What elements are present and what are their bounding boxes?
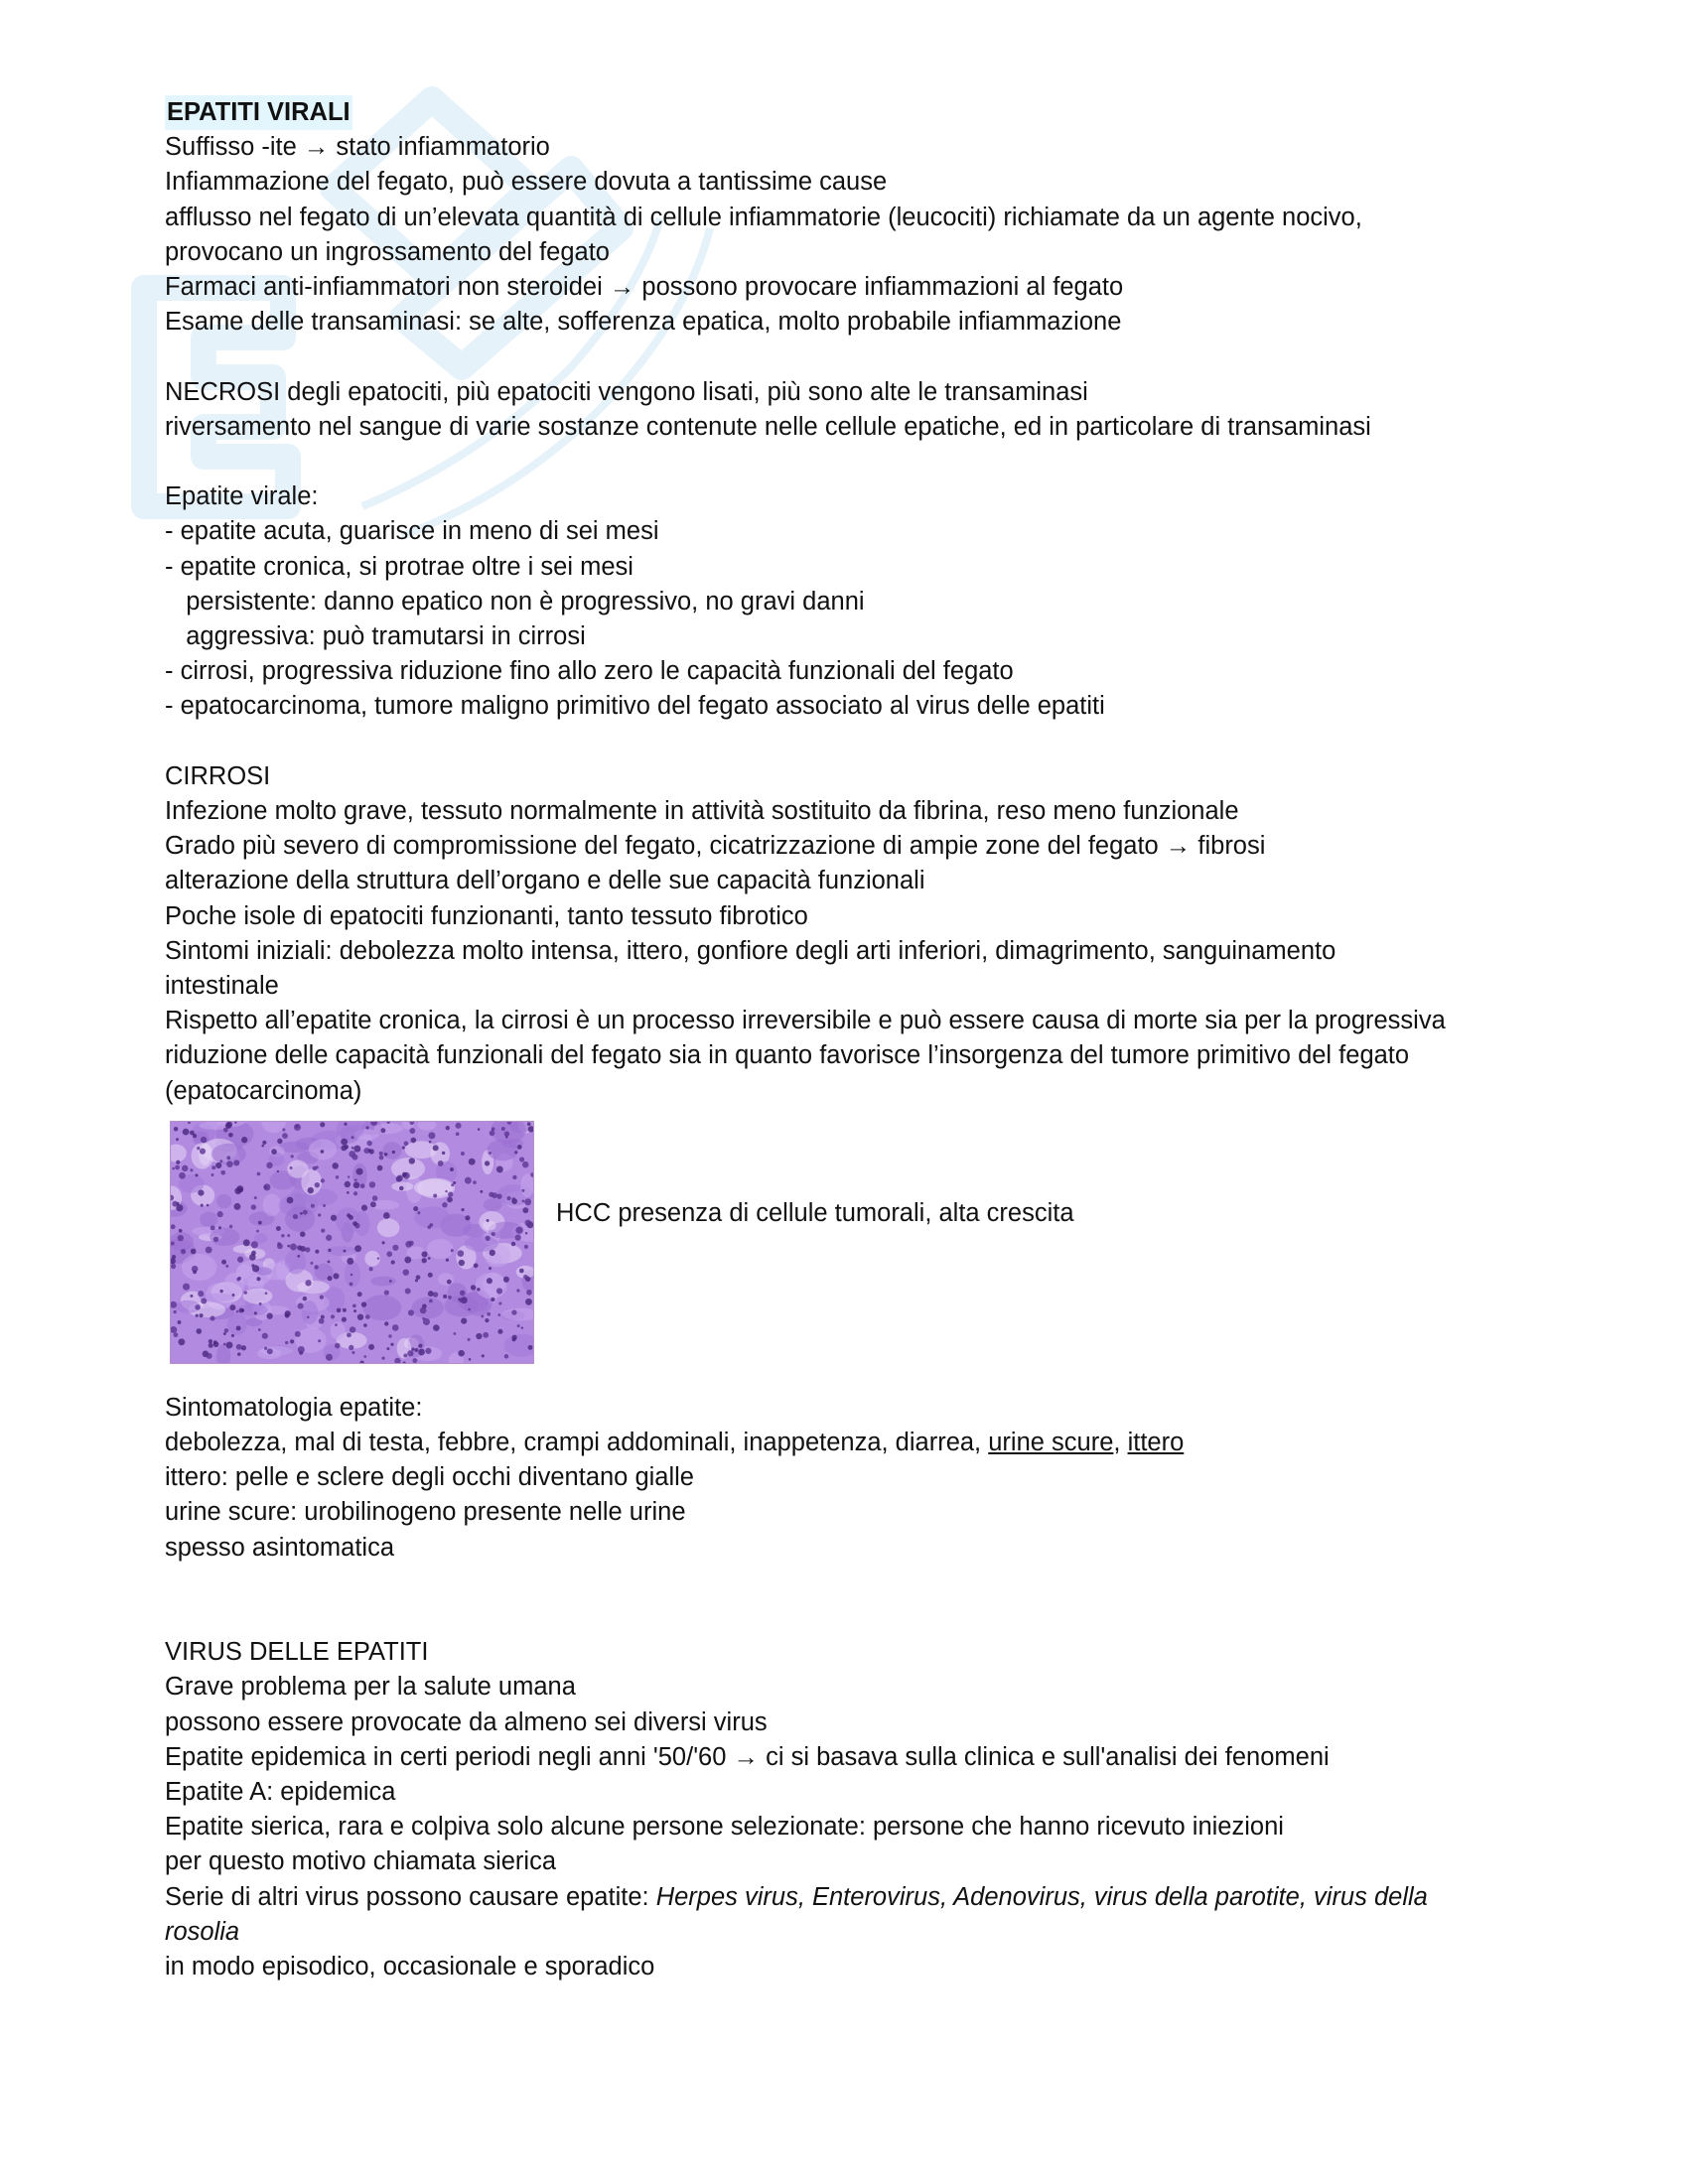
intro-line: Esame delle transaminasi: se alte, sofferenza epatica, molto probabile infiammazione <box>165 308 1122 337</box>
cirrosi-line: intestinale <box>165 972 279 1001</box>
virus-line: Epatite epidemica in certi periodi negli anni '50/'60 → ci si basava sulla clinica e sull'analisi dei fenomeni <box>165 1742 1330 1771</box>
figure-caption: HCC presenza di cellule tumorali, alta crescita <box>556 1198 1074 1227</box>
necrosi-line: NECROSI degli epatociti, più epatociti vengono lisati, più sono alte le transaminasi <box>165 377 1088 406</box>
cirrosi-line: Rispetto all’epatite cronica, la cirrosi è un processo irreversibile e può essere causa di morte sia per la progressiva <box>165 1007 1446 1035</box>
title-line <box>165 95 1495 130</box>
document-body <box>165 95 1495 1984</box>
epatite-virale-item: - epatite acuta, guarisce in meno di sei mesi <box>165 517 659 546</box>
symptoms-prefix: debolezza, mal di testa, febbre, crampi addominali, inappetenza, diarrea, <box>165 1429 989 1457</box>
intro-line: provocano un ingrossamento del fegato <box>165 237 610 266</box>
intro-line: Suffisso -ite → stato infiammatorio <box>165 133 550 162</box>
virus-list: Herpes virus, Enterovirus, Adenovirus, virus della parotite, virus della <box>655 1882 1428 1911</box>
serie-line-cont <box>165 1915 1495 1950</box>
necrosi-line: riversamento nel sangue di varie sostanze contenute nelle cellule epatiche, ed in particolare di transaminasi <box>165 412 1371 441</box>
sintomatologia-line: urine scure: urobilinogeno presente nelle urine <box>165 1498 686 1527</box>
histology-image <box>170 1121 534 1364</box>
cirrosi-line: riduzione delle capacità funzionali del fegato sia in quanto favorisce l’insorgenza del tumore primitivo del fegato <box>165 1041 1410 1070</box>
virus-list-cont: rosolia <box>165 1917 240 1946</box>
page-title: EPATITI VIRALI <box>165 95 352 130</box>
sintomatologia-line: ittero: pelle e sclere degli occhi diventano gialle <box>165 1463 694 1492</box>
figure-row <box>165 1121 1495 1369</box>
cirrosi-line: Infezione molto grave, tessuto normalmente in attività sostituito da fibrina, reso meno funzionale <box>165 797 1239 826</box>
sintomatologia-heading: Sintomatologia epatite: <box>165 1393 423 1422</box>
epatite-virale-item: - epatocarcinoma, tumore maligno primitivo del fegato associato al virus delle epatiti <box>165 692 1105 721</box>
cirrosi-line: (epatocarcinoma) <box>165 1076 362 1105</box>
cirrosi-heading: CIRROSI <box>165 761 271 790</box>
virus-line: Grave problema per la salute umana <box>165 1673 576 1702</box>
virus-line: Epatite A: epidemica <box>165 1778 396 1807</box>
serie-prefix: Serie di altri virus possono causare epatite: <box>165 1882 656 1911</box>
symptoms-line <box>165 1426 1495 1460</box>
sintomatologia-line: spesso asintomatica <box>165 1533 395 1562</box>
epatite-virale-heading: Epatite virale: <box>165 482 319 511</box>
cirrosi-line: Poche isole di epatociti funzionanti, tanto tessuto fibrotico <box>165 901 808 930</box>
symptoms-sep: , <box>1113 1429 1128 1457</box>
epatite-virale-item: persistente: danno epatico non è progressivo, no gravi danni <box>165 587 865 615</box>
virus-heading: VIRUS DELLE EPATITI <box>165 1638 429 1667</box>
urine-scure-link: urine scure <box>988 1429 1114 1457</box>
virus-last-line: in modo episodico, occasionale e sporadico <box>165 1953 655 1981</box>
virus-line: possono essere provocate da almeno sei diversi virus <box>165 1707 768 1736</box>
ittero-link: ittero <box>1127 1429 1185 1457</box>
serie-line <box>165 1880 1495 1915</box>
intro-line: Infiammazione del fegato, può essere dovuta a tantissime cause <box>165 168 888 197</box>
epatite-virale-item: - epatite cronica, si protrae oltre i sei mesi <box>165 552 633 581</box>
epatite-virale-item: - cirrosi, progressiva riduzione fino allo zero le capacità funzionali del fegato <box>165 657 1014 686</box>
epatite-virale-item: aggressiva: può tramutarsi in cirrosi <box>165 622 586 651</box>
intro-line: afflusso nel fegato di un’elevata quantità di cellule infiammatorie (leucociti) richiamate da un agente nocivo, <box>165 203 1362 231</box>
cirrosi-line: Sintomi iniziali: debolezza molto intensa, ittero, gonfiore degli arti inferiori, dimagrimento, sanguinamento <box>165 936 1336 965</box>
virus-line: per questo motivo chiamata sierica <box>165 1847 557 1876</box>
virus-line: Epatite sierica, rara e colpiva solo alcune persone selezionate: persone che hanno ricevuto iniezioni <box>165 1813 1284 1842</box>
cirrosi-line: alterazione della struttura dell’organo e delle sue capacità funzionali <box>165 867 925 895</box>
intro-line: Farmaci anti-infiammatori non steroidei → possono provocare infiammazioni al fegato <box>165 273 1124 302</box>
cirrosi-line: Grado più severo di compromissione del fegato, cicatrizzazione di ampie zone del fegato → fibrosi <box>165 832 1266 861</box>
